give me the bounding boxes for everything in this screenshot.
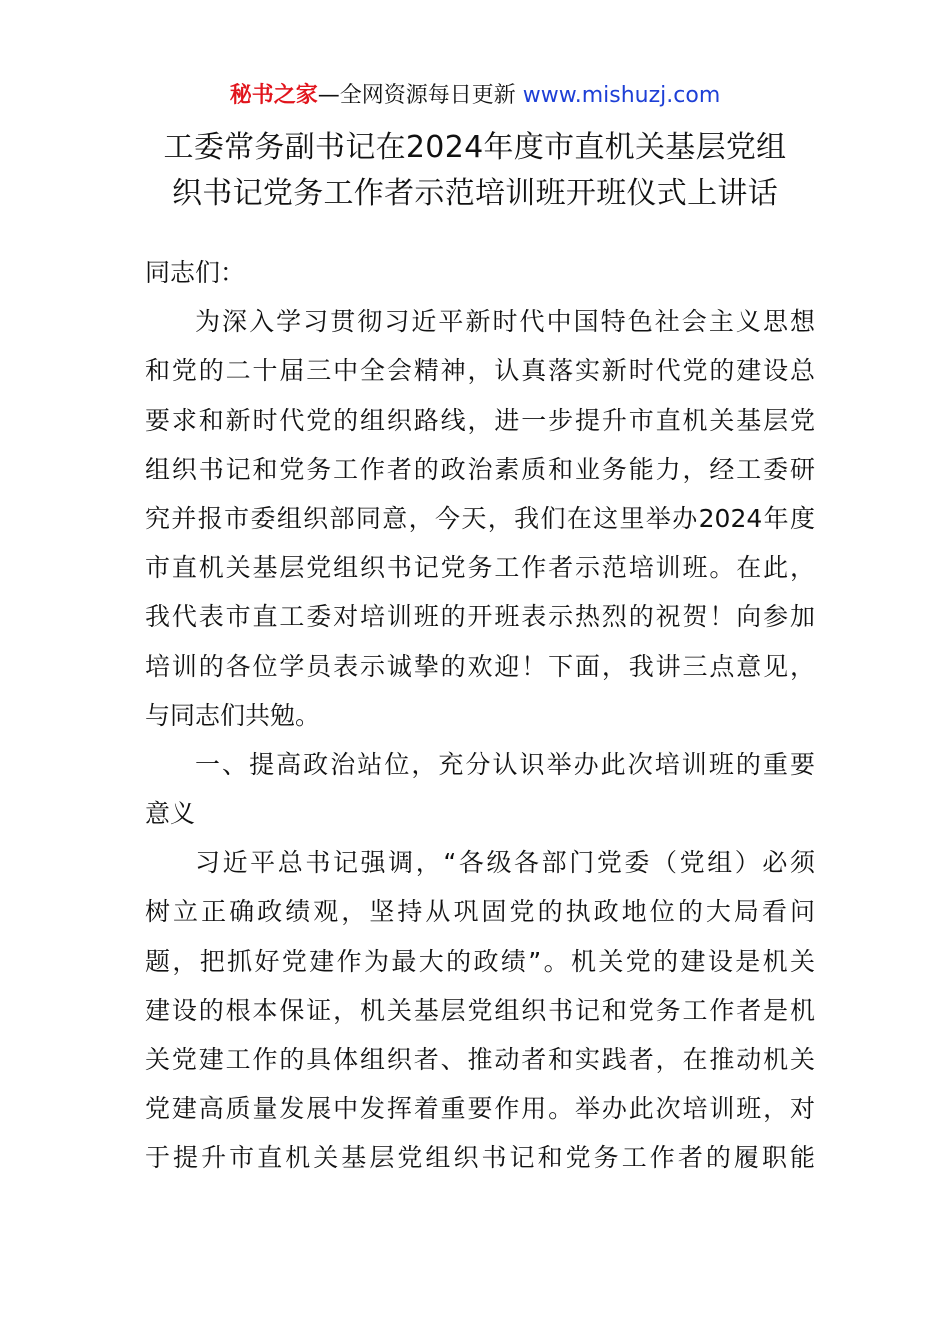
paragraph-line: 为深入学习贯彻习近平新时代中国特色社会主义思想 <box>195 307 815 337</box>
site-header <box>0 80 950 112</box>
paragraph-line: 我代表市直工委对培训班的开班表示热烈的祝贺！向参加 <box>145 602 815 632</box>
title-line: 工委常务副书记在2024年度市直机关基层党组 <box>163 130 787 165</box>
paragraph-line: 究并报市委组织部同意，今天，我们在这里举办2024年度 <box>145 503 815 533</box>
site-tagline: —全网资源每日更新 <box>317 83 516 108</box>
paragraph-line: 习近平总书记强调，“各级各部门党委（党组）必须 <box>195 848 815 878</box>
paragraph-line: 题，把抓好党建作为最大的政绩”。机关党的建设是机关 <box>145 946 815 976</box>
salutation: 同志们： <box>145 258 246 287</box>
paragraph-line: 于提升市直机关基层党组织书记和党务工作者的履职能 <box>145 1143 815 1173</box>
title-line: 织书记党务工作者示范培训班开班仪式上讲话 <box>172 176 778 211</box>
document-title <box>120 125 830 217</box>
paragraph-line: 建设的根本保证，机关基层党组织书记和党务工作者是机 <box>145 995 815 1025</box>
paragraph-line: 市直机关基层党组织书记党务工作者示范培训班。在此， <box>145 553 815 583</box>
paragraph-line: 党建高质量发展中发挥着重要作用。举办此次培训班，对 <box>145 1094 815 1124</box>
paragraph-line: 组织书记和党务工作者的政治素质和业务能力，经工委研 <box>145 454 815 484</box>
section-heading-line: 意义 <box>145 799 196 829</box>
paragraph-line: 培训的各位学员表示诚挚的欢迎！下面，我讲三点意见， <box>145 651 815 681</box>
section-heading-line: 一、提高政治站位，充分认识举办此次培训班的重要 <box>195 749 815 779</box>
paragraph-line: 与同志们共勉。 <box>145 700 321 730</box>
paragraph-line: 关党建工作的具体组织者、推动者和实践者，在推动机关 <box>145 1045 815 1074</box>
paragraph-line: 和党的二十届三中全会精神，认真落实新时代党的建设总 <box>145 356 815 386</box>
paragraph-line: 要求和新时代党的组织路线，进一步提升市直机关基层党 <box>145 405 815 435</box>
site-name: 秘书之家 <box>229 83 318 108</box>
site-url-link[interactable]: www.mishuzj.com <box>522 83 721 108</box>
paragraph-line: 树立正确政绩观，坚持从巩固党的执政地位的大局看问 <box>145 897 815 927</box>
document-body <box>145 248 815 1183</box>
